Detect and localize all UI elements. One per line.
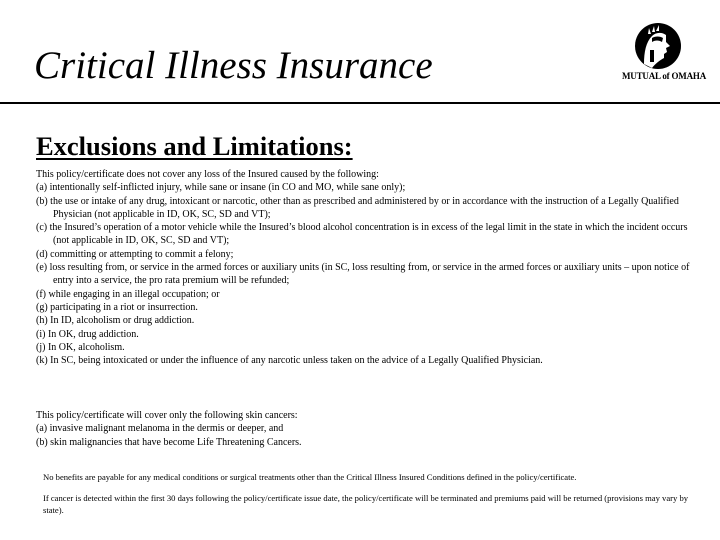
skin-cancer-item: (a) invasive malignant melanoma in the dermis or deeper, and (36, 423, 284, 435)
exclusion-item: (b) the use or intake of any drug, intoxicant or narcotic, other than as prescribed and administered by or in accordance with the instruction of a Legally Qualified Physician (not applicable in ID, OK, SC, SD and VT); (36, 195, 679, 220)
exclusion-item: (d) committing or attempting to commit a felony; (36, 248, 234, 260)
exclusion-item: (c) the Insured’s operation of a motor vehicle while the Insured’s blood alcohol concentration is in excess of the legal limit in the state in which the incident occurs (not applicable in ID, OK, SC, SD and VT); (36, 222, 688, 247)
exclusion-item: (j) In OK, alcoholism. (36, 341, 125, 353)
skin-cancer-intro: This policy/certificate will cover only the following skin cancers: (36, 410, 298, 421)
company-logo (622, 22, 706, 84)
logo-wordmark: MUTUAL of OMAHA (622, 71, 706, 81)
section-heading: Exclusions and Limitations: (36, 131, 353, 161)
exclusions-intro: This policy/certificate does not cover any loss of the Insured caused by the following: (36, 169, 379, 180)
exclusion-item: (f) while engaging in an illegal occupation; or (36, 288, 220, 300)
page-title: Critical Illness Insurance (34, 44, 433, 87)
exclusions-list (36, 168, 706, 367)
exclusion-item: (h) In ID, alcoholism or drug addiction. (36, 315, 195, 327)
exclusion-item: (i) In OK, drug addiction. (36, 328, 139, 340)
benefits-note: No benefits are payable for any medical conditions or surgical treatments other than the Critical Illness Insured Conditions defined in the policy/certificate. (43, 472, 577, 482)
header-divider (0, 102, 720, 104)
skin-cancer-coverage (36, 409, 706, 449)
header (0, 0, 720, 104)
exclusion-item: (a) intentionally self-inflicted injury, while sane or insane (in CO and MO, while sane only); (36, 182, 406, 194)
exclusion-item: (e) loss resulting from, or service in the armed forces or auxiliary units (in SC, loss resulting from, or service in the armed forces or auxiliary units – upon notice of entry into a service, the pro rata premium will be refunded; (36, 262, 690, 287)
exclusion-item: (g) participating in a riot or insurrection. (36, 301, 198, 313)
skin-cancer-item: (b) skin malignancies that have become Life Threatening Cancers. (36, 436, 302, 448)
mutual-of-omaha-indian-head-logo-icon (622, 22, 694, 72)
cancer-detection-note: If cancer is detected within the first 30 days following the policy/certificate issue date, the policy/certificate will be terminated and premiums paid will be returned (provisions may vary by state). (43, 493, 689, 515)
exclusion-item: (k) In SC, being intoxicated or under the influence of any narcotic unless taken on the advice of a Legally Qualified Physician. (36, 355, 543, 367)
